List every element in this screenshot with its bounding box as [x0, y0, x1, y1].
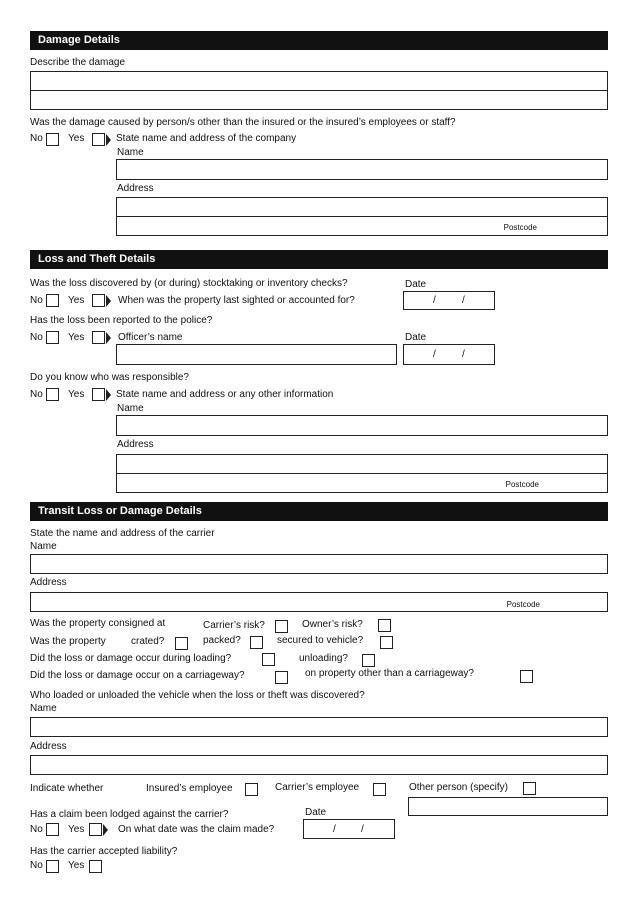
responsible-name-field[interactable] [116, 415, 608, 436]
arrow-right-icon [106, 134, 111, 146]
carriers-employee-label: Carrier’s employee [275, 782, 360, 793]
indicate-whether-label: Indicate whether [30, 783, 104, 794]
stocktaking-no-checkbox[interactable] [46, 294, 59, 307]
describe-damage-field-1[interactable] [30, 71, 608, 91]
claim-lodged-question: Has a claim been lodged against the carrier? [30, 809, 229, 820]
responsible-address-field-2[interactable] [116, 473, 608, 493]
carrier-name-label: Name [30, 541, 57, 552]
date-slash: / [433, 295, 436, 306]
unloading-checkbox[interactable] [362, 654, 375, 667]
arrow-right-icon [103, 824, 108, 836]
stocktaking-yes-checkbox[interactable] [92, 294, 105, 307]
responsible-address-label: Address [117, 439, 154, 450]
responsible-address-field-1[interactable] [116, 454, 608, 474]
claim-date-label: Date [305, 807, 327, 818]
who-loaded-label: Who loaded or unloaded the vehicle when the loss or theft was discovered? [30, 690, 365, 701]
damage-no-checkbox[interactable] [46, 133, 59, 146]
date-slash: / [433, 349, 436, 360]
date-slash: / [462, 349, 465, 360]
damage-address-field-1[interactable] [116, 197, 608, 217]
owners-risk-checkbox[interactable] [378, 619, 391, 632]
claim-no-checkbox[interactable] [46, 823, 59, 836]
damage-yes-label: Yes [68, 133, 85, 144]
last-sighted-label: When was the property last sighted or accounted for? [118, 295, 355, 306]
damage-name-field[interactable] [116, 159, 608, 180]
secured-checkbox[interactable] [380, 636, 393, 649]
responsible-yes-checkbox[interactable] [92, 388, 105, 401]
crated-checkbox[interactable] [175, 637, 188, 650]
describe-damage-field-2[interactable] [30, 90, 608, 110]
loader-address-label: Address [30, 741, 67, 752]
last-sighted-date-field[interactable] [403, 291, 495, 310]
police-no-checkbox[interactable] [46, 331, 59, 344]
carriers-risk-checkbox[interactable] [275, 620, 288, 633]
claim-no-label: No [30, 824, 43, 835]
carrier-name-field[interactable] [30, 554, 608, 574]
loader-name-field[interactable] [30, 717, 608, 737]
damage-address-label: Address [117, 183, 154, 194]
damage-postcode-label: Postcode [503, 223, 537, 232]
responsible-no-label: No [30, 389, 43, 400]
insureds-employee-checkbox[interactable] [245, 783, 258, 796]
damage-name-label: Name [117, 147, 144, 158]
on-property-checkbox[interactable] [520, 670, 533, 683]
responsible-no-checkbox[interactable] [46, 388, 59, 401]
accepted-liability-question: Has the carrier accepted liability? [30, 846, 178, 857]
damage-other-person-question: Was the damage caused by person/s other than the insured or the insured’s employees or staff? [30, 117, 456, 128]
responsible-yes-label: Yes [68, 389, 85, 400]
responsible-question: Do you know who was responsible? [30, 372, 189, 383]
liability-no-checkbox[interactable] [46, 860, 59, 873]
was-property-label: Was the property [30, 636, 106, 647]
crated-label: crated? [131, 636, 165, 647]
date-slash: / [333, 824, 336, 835]
loader-address-field[interactable] [30, 755, 608, 775]
responsible-postcode-label: Postcode [505, 480, 539, 489]
damage-no-label: No [30, 133, 43, 144]
police-question: Has the loss been reported to the police? [30, 315, 213, 326]
carrier-postcode-label: Postcode [506, 600, 540, 609]
on-carriageway-label: Did the loss or damage occur on a carriageway? [30, 670, 245, 681]
carriers-employee-checkbox[interactable] [373, 783, 386, 796]
police-yes-checkbox[interactable] [92, 331, 105, 344]
officer-name-field[interactable] [116, 344, 397, 365]
stocktaking-yes-label: Yes [68, 295, 85, 306]
packed-checkbox[interactable] [250, 636, 263, 649]
responsible-state-label: State name and address or any other information [116, 389, 334, 400]
officer-name-label: Officer’s name [118, 332, 183, 343]
other-person-label: Other person (specify) [409, 782, 508, 793]
arrow-right-icon [106, 389, 111, 401]
transit-header: Transit Loss or Damage Details [30, 502, 608, 521]
damage-yes-checkbox[interactable] [92, 133, 105, 146]
carriers-risk-label: Carrier’s risk? [203, 620, 265, 631]
arrow-right-icon [106, 332, 111, 344]
secured-label: secured to vehicle? [277, 635, 364, 646]
arrow-right-icon [106, 295, 111, 307]
damage-state-company-label: State name and address of the company [116, 133, 297, 144]
date-slash: / [361, 824, 364, 835]
claim-yes-checkbox[interactable] [89, 823, 102, 836]
packed-label: packed? [203, 635, 241, 646]
stocktaking-question: Was the loss discovered by (or during) stocktaking or inventory checks? [30, 278, 348, 289]
insureds-employee-label: Insured’s employee [146, 783, 233, 794]
liability-yes-checkbox[interactable] [89, 860, 102, 873]
last-sighted-date-label: Date [405, 279, 427, 290]
damage-details-header: Damage Details [30, 31, 608, 50]
on-carriageway-checkbox[interactable] [275, 671, 288, 684]
on-property-label: on property other than a carriageway? [305, 668, 474, 679]
other-person-checkbox[interactable] [523, 782, 536, 795]
police-yes-label: Yes [68, 332, 85, 343]
police-no-label: No [30, 332, 43, 343]
during-loading-checkbox[interactable] [262, 653, 275, 666]
describe-damage-label: Describe the damage [30, 57, 126, 68]
damage-address-field-2[interactable] [116, 216, 608, 236]
claim-yes-label: Yes [68, 824, 85, 835]
claim-date-field[interactable] [303, 819, 395, 839]
loader-name-label: Name [30, 703, 57, 714]
stocktaking-no-label: No [30, 295, 43, 306]
unloading-label: unloading? [299, 653, 348, 664]
loss-theft-header: Loss and Theft Details [30, 250, 608, 269]
liability-yes-label: Yes [68, 860, 85, 871]
claim-date-question: On what date was the claim made? [118, 824, 275, 835]
responsible-name-label: Name [117, 403, 144, 414]
owners-risk-label: Owner’s risk? [302, 619, 363, 630]
carrier-address-label: Address [30, 577, 67, 588]
carrier-address-field[interactable] [30, 592, 608, 612]
police-date-label: Date [405, 332, 427, 343]
consigned-label: Was the property consigned at [30, 618, 166, 629]
liability-no-label: No [30, 860, 43, 871]
police-date-field[interactable] [403, 344, 495, 365]
state-carrier-label: State the name and address of the carrier [30, 528, 215, 539]
other-person-specify-field[interactable] [408, 797, 608, 816]
during-loading-label: Did the loss or damage occur during loading? [30, 653, 232, 664]
date-slash: / [462, 295, 465, 306]
